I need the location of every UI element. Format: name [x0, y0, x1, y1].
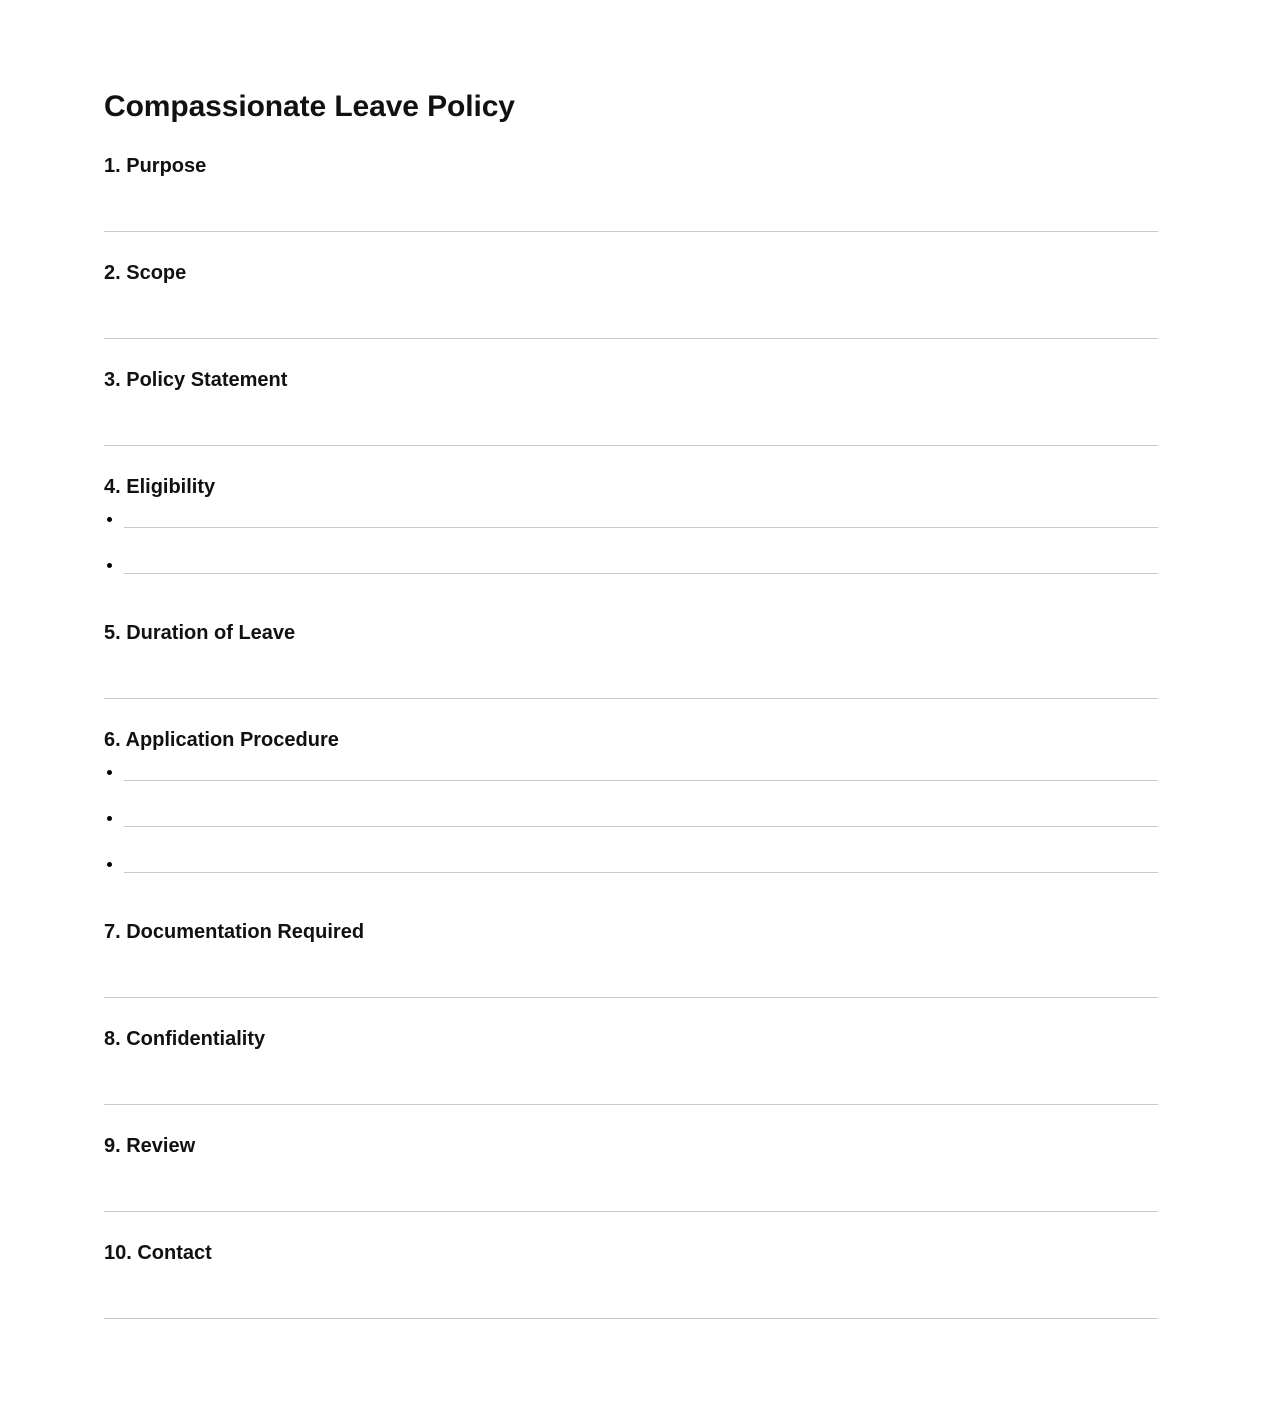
- section-body[interactable]: [104, 286, 1158, 314]
- section-heading: 5. Duration of Leave: [104, 622, 296, 644]
- bullet-list: [104, 500, 1158, 592]
- list-item[interactable]: [104, 546, 1158, 592]
- section-body[interactable]: [104, 393, 1158, 421]
- section-heading: 4. Eligibility: [104, 476, 216, 498]
- bullet-dot-icon: [107, 816, 112, 821]
- section-body[interactable]: [104, 179, 1158, 207]
- document-section: [104, 232, 1158, 339]
- section-heading: 10. Contact: [104, 1242, 212, 1264]
- bullet-divider: [124, 573, 1158, 574]
- bullet-divider: [124, 872, 1158, 873]
- section-heading: 1. Purpose: [104, 155, 207, 177]
- document-section: [104, 891, 1158, 998]
- list-item[interactable]: [104, 753, 1158, 799]
- section-heading: 3. Policy Statement: [104, 369, 288, 391]
- bullet-divider: [124, 826, 1158, 827]
- list-item[interactable]: [104, 500, 1158, 546]
- bullet-dot-icon: [107, 563, 112, 568]
- document-section: [104, 446, 1158, 592]
- section-body[interactable]: [104, 945, 1158, 973]
- bullet-dot-icon: [107, 770, 112, 775]
- list-item[interactable]: [104, 845, 1158, 891]
- bullet-divider: [124, 780, 1158, 781]
- bullet-dot-icon: [107, 862, 112, 867]
- bullet-text: [124, 753, 1158, 780]
- section-list: [104, 125, 1158, 1319]
- document-section: [104, 125, 1158, 232]
- section-divider: [104, 1318, 1158, 1319]
- document-section: [104, 699, 1158, 891]
- bullet-text: [124, 546, 1158, 573]
- bullet-list: [104, 753, 1158, 891]
- section-body[interactable]: [104, 1052, 1158, 1080]
- policy-document: [104, 0, 1158, 1319]
- document-section: [104, 1105, 1158, 1212]
- section-heading: 7. Documentation Required: [104, 921, 365, 943]
- section-body[interactable]: [104, 1266, 1158, 1294]
- bullet-text: [124, 845, 1158, 872]
- page-title: Compassionate Leave Policy: [104, 90, 515, 123]
- bullet-dot-icon: [107, 517, 112, 522]
- section-heading: 8. Confidentiality: [104, 1028, 266, 1050]
- section-body[interactable]: [104, 1159, 1158, 1187]
- document-section: [104, 339, 1158, 446]
- bullet-text: [124, 799, 1158, 826]
- section-heading: 6. Application Procedure: [104, 729, 339, 751]
- document-section: [104, 1212, 1158, 1319]
- section-heading: 9. Review: [104, 1135, 196, 1157]
- document-section: [104, 592, 1158, 699]
- section-heading: 2. Scope: [104, 262, 187, 284]
- section-body[interactable]: [104, 646, 1158, 674]
- document-section: [104, 998, 1158, 1105]
- list-item[interactable]: [104, 799, 1158, 845]
- bullet-divider: [124, 527, 1158, 528]
- bullet-text: [124, 500, 1158, 527]
